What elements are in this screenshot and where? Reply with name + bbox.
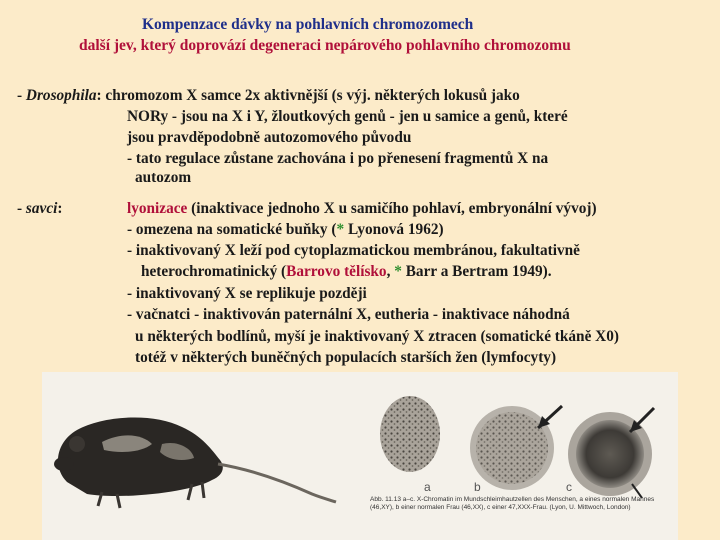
savci-line-5: - inaktivovaný X se replikuje později bbox=[127, 285, 367, 302]
drosophila-line-1: - Drosophila: chromozom X samce 2x aktivnější (s výj. některých lokusů jako bbox=[17, 87, 520, 104]
savci-line-4: heterochromatinický (Barrovo tělísko, * Barr a Bertram 1949). bbox=[141, 263, 552, 280]
figure-label-a: a bbox=[424, 480, 431, 494]
lyonizace-term: lyonizace bbox=[127, 200, 188, 217]
figure-mouse-and-cells bbox=[42, 372, 678, 540]
drosophila-line-3: jsou pravděpodobně autozomového původu bbox=[127, 129, 412, 146]
mouse-image bbox=[54, 417, 336, 508]
drosophila-line-5: autozom bbox=[135, 169, 192, 186]
page-subtitle: další jev, který doprovází degeneraci nepárového pohlavního chromozomu bbox=[79, 37, 571, 54]
savci-heading: - savci: bbox=[17, 200, 63, 217]
cell-a-image bbox=[380, 396, 440, 472]
savci-line-1: lyonizace (inaktivace jednoho X u samičího pohlaví, embryonální vývoj) bbox=[127, 200, 597, 217]
page-title: Kompenzace dávky na pohlavních chromozomech bbox=[142, 16, 474, 33]
star-marker: * bbox=[394, 263, 402, 280]
figure-illustration bbox=[42, 372, 678, 540]
drosophila-line-4: - tato regulace zůstane zachována i po přenesení fragmentů X na bbox=[127, 150, 549, 167]
savci-line-6: - vačnatci - inaktivován paternální X, eutheria - inaktivace náhodná bbox=[127, 306, 570, 323]
drosophila-term: Drosophila bbox=[25, 87, 97, 104]
star-marker: * bbox=[336, 221, 345, 238]
savci-term: savci bbox=[25, 200, 58, 217]
figure-caption: Abb. 11.13 a–c. X-Chromatin im Mundschleimhautzellen des Menschen, a eines normalen Mannes (46,XY), b einer normalen Frau (46,XX), c einer 47,XXX-Frau. (Lyon, U. Mittwoch, London) bbox=[370, 496, 655, 511]
savci-line-8: totéž v některých buněčných populacích starších žen (lymfocyty) bbox=[135, 349, 557, 366]
barr-body-term: Barrovo tělísko bbox=[286, 263, 387, 280]
savci-line-3: - inaktivovaný X leží pod cytoplazmatickou membránou, fakultativně bbox=[127, 242, 580, 259]
savci-line-2: - omezena na somatické buňky (* Lyonová 1962) bbox=[127, 221, 444, 238]
figure-label-c: c bbox=[566, 480, 572, 494]
drosophila-line-2: NORy - jsou na X i Y, žloutkových genů - jen u samice a genů, které bbox=[127, 108, 568, 125]
figure-label-b: b bbox=[474, 480, 481, 494]
savci-line-7: u některých bodlínů, myší je inaktivovaný X ztracen (somatické tkáně X0) bbox=[135, 328, 619, 345]
